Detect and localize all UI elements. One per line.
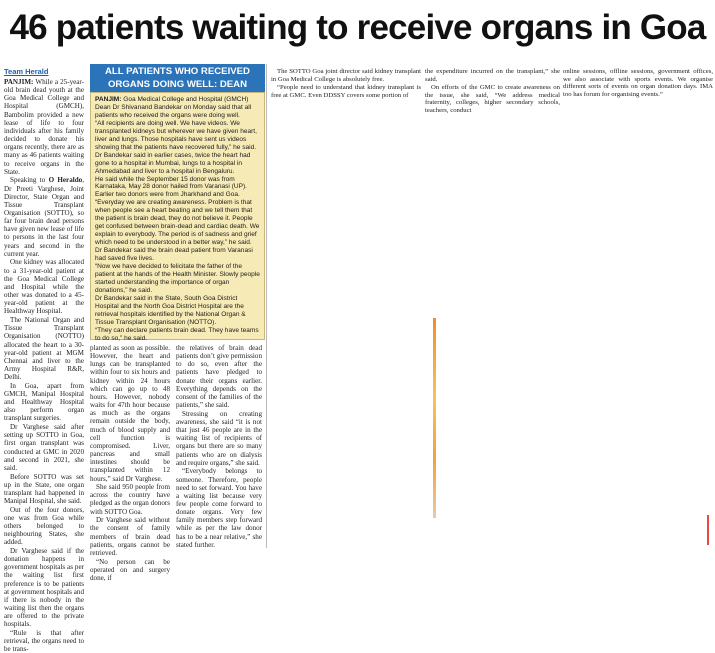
paragraph: “No person can be operated on and surgery done, if [90,557,170,582]
paragraph: Out of the four donors, one was from Goa while others belonged to neighbouring States, she added. [4,505,84,547]
box-line: Dr Bandekar said in earlier cases, twice the heart had gone to a hospital in Mumbai, lungs to a hospital in Ahmedabad and liver to a hospital in Bengaluru. [95,151,251,175]
paragraph: Stressing on creating awareness, she said “it is not that just 46 people are in the waiting list of recipients of organs but there are so many patients who are on dialysis and require organs,” she said. [176,409,262,467]
paragraph: On efforts of the GMC to create awareness on the issue, she said, “We address medical fraternity, colleges, higher secondary schools, teachers, conduct [425,83,560,115]
paragraph: “Everybody belongs to someone. Therefore, people need to set forward. You have a waiting list because very few people come forward to donate organs. Very few family members step forward while as per the law donor has to be a near relative,” she stated further. [176,467,262,549]
paragraph: the expenditure incurred on the transplant,” she said. [425,68,560,83]
box-line: “Everyday we are creating awareness. Problem is that when people see a heart beating and we tell them that the patient is brain dead, they do not believe it. People get confused between brain-dead and cardiac death. We explain to everybody. The period is of sadness and grief which need to be understood in a better way,” he said. [95,199,260,247]
paragraph: One kidney was allocated to a 31-year-old patient at the Goa Medical College and Hospital while the other was donated to a 45-year-old patient at the Healthway Hospital. [4,258,84,316]
paragraph: In Goa, apart from GMCH, Manipal Hospital and Healthway Hospital also perform organ transplant surgeries. [4,381,84,423]
advertisement-strip [433,318,436,518]
paragraph: Dr Varghese said if the donation happens in government hospitals as per the waiting list first preference is to be patients at government hospitals and if there is nobody in the waiting list then the organs are offered to the private hospitals. [4,546,84,629]
sidebar-box-body [90,92,265,340]
paragraph: The National Organ and Tissue Transplant Organisation (NOTTO) allocated the heart to a 30-year-old patient at MGM Chennai and liver to the Army Hospital R&R, Delhi. [4,316,84,382]
paragraph: PANJIM: While a 25-year-old brain dead youth at the Goa Medical College and Hospital (GMCH), Bambolim provided a new lease of life to four individuals after his family decided to donate his organs recently, there are as many as 46 patients waiting to receive organs in the State. [4,78,84,176]
box-line: Dr Bandekar said in the State, South Goa District Hospital and the North Goa District Hospital are the retrieval hospitals identified by the National Organ & Tissue Transplant Organisation (NOTTO). [95,294,246,326]
advertisement-strip [707,515,709,545]
paragraph: the relatives of brain dead patients don’t give permission to do so, even after the patients have pledged to donate their organs earlier. Everything depends on the consent of the families of the patients,” she said. [176,344,262,410]
article-column-7 [563,68,713,108]
article-column-5 [271,68,421,108]
article-column-1 [4,78,85,653]
paragraph: The SOTTO Goa joint director said kidney transplant in Goa Medical College is absolutely free. [271,68,421,83]
headline: 46 patients waiting to receive organs in Goa [9,8,706,47]
paragraph: planted as soon as possible. However, the heart and lungs can be transplanted within four to six hours and kidney within 24 hours which can go up to 48 hours. However, nobody waits for 47th hour because as much as the organs remain outside the body, much of blood supply and cell function is compromised. Liver, pancreas and small intestines should be transplanted within 12 hours,” said Dr Varghese. [90,344,170,483]
column-divider [266,64,267,548]
byline: Team Herald [4,67,49,76]
box-line: He said while the September 15 donor was from Karnataka, May 28 donor hailed from Varanasi (UP). Earlier two donors were from Jharkhand and Goa. [95,175,247,199]
box-line: PANJIM: Goa Medical College and Hospital (GMCH) Dean Dr Shivanand Bandekar on Monday said that all patients who received the organs were doing well. [95,96,252,119]
dateline: PANJIM: [95,96,122,103]
box-line: “All recipients are doing well. We have videos. We transplanted kidneys but wherever we have given heart, liver and lungs. Those hospitals have sent us videos showing that the patients have recovered fully,” he said. [95,119,257,151]
box-line: “They can declare patients brain dead. They have teams to do so,” he said. [95,326,259,342]
sidebar-box-title: ALL PATIENTS WHO RECEIVED ORGANS DOING WELL: DEAN [90,64,265,92]
paragraph: Dr Varghese said after setting up SOTTO in Goa, first organ transplant was conducted at GMC in 2020 and second in 2021, she said. [4,423,84,472]
paragraph: “Rule is that after retrieval, the organs need to be trans- [4,628,84,653]
paragraph: Dr Varghese said without the consent of family members of brain dead patients, organs cannot be retrieved. [90,516,170,557]
paragraph: Before SOTTO was set up in the State, one organ transplant had happened in Manipal Hospital, she said. [4,472,84,505]
article-column-3 [176,344,262,548]
paragraph: online sessions, offline sessions, government offices, we also associate with sports events. We organise different sorts of events on organ donation days. IMA too has forum for organising events.” [563,68,713,99]
paragraph: “People need to understand that kidney transplant is free at GMC. Even DDSSY covers some portion of [271,83,421,99]
paragraph: She said 950 people from across the country have pledged as the organ donors with SOTTO Goa. [90,483,170,516]
paragraph: Speaking to O Heraldo, Dr Preeti Varghese, Joint Director, State Organ and Tissue Transplant Organisation (SOTTO), so far four brain dead persons have given new lease of life to persons in the last four years and second in the current year. [4,176,85,258]
box-line: “Now we have decided to felicitate the father of the patient at the hands of the Health Minister. Slowly people started understanding the importance of organ donations,” he said. [95,263,260,294]
article-column-2 [90,344,170,582]
article-column-6 [425,68,560,115]
box-line: Dr Bandekar said the brain dead patient from Varanasi had saved five lives. [95,247,253,263]
